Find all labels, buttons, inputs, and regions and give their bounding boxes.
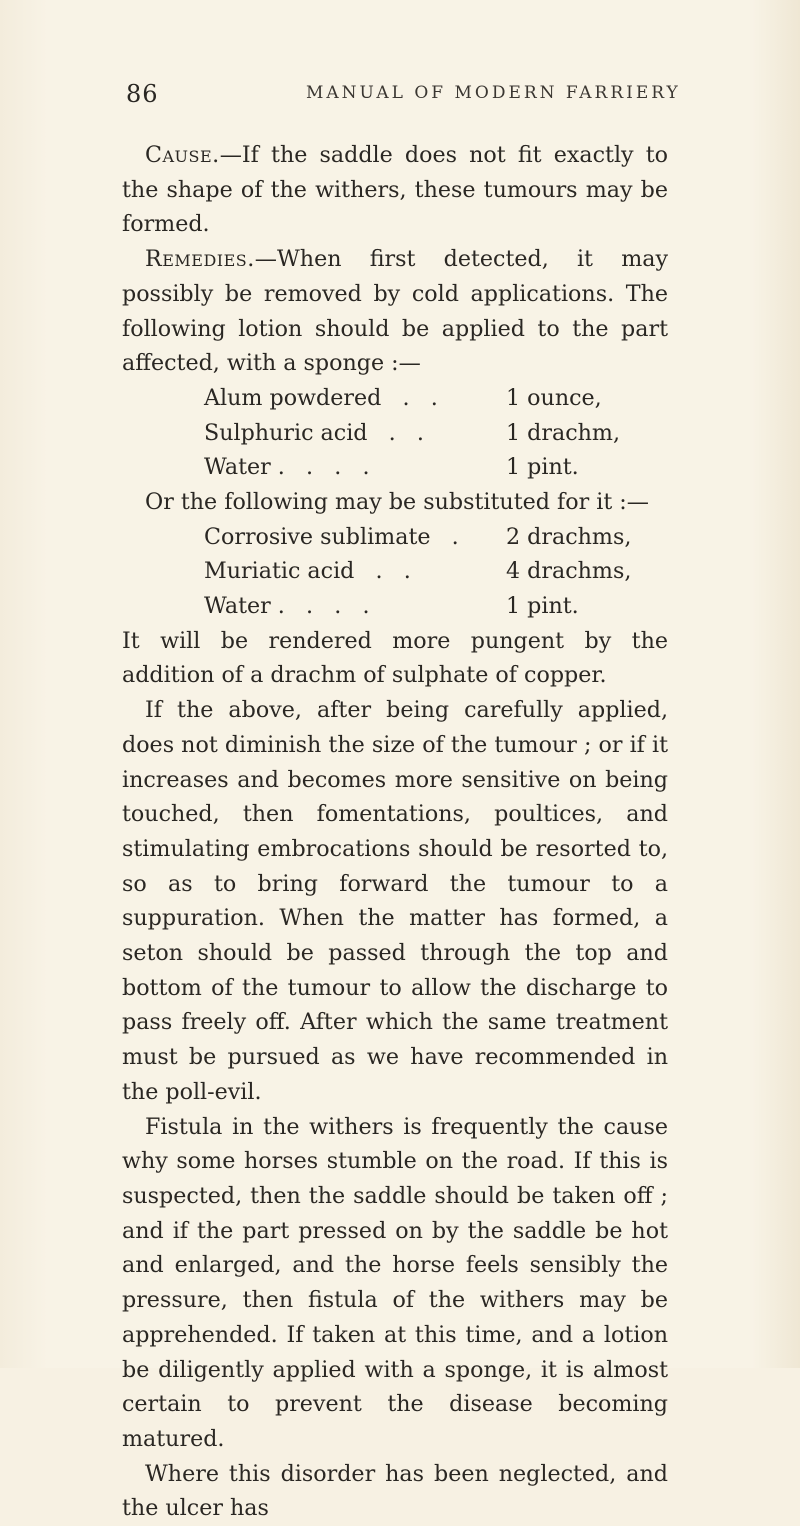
recipe-item	[122, 416, 668, 451]
recipe-list-2	[122, 520, 668, 624]
recipe-ingredient: Water . . . .	[204, 454, 370, 481]
recipe-ingredient: Water . . . .	[204, 593, 370, 620]
recipe-quantity: 4 drachms,	[506, 558, 632, 585]
body-text	[122, 138, 668, 1526]
recipe-quantity: 1 pint.	[506, 454, 579, 481]
recipe-quantity: 2 drachms,	[506, 523, 632, 550]
fistula-paragraph: Fistula in the withers is frequently the cause why some horses stumble on the road. If this is suspected, then the saddle should be taken off ; and if the part pressed on by the saddle be hot and enlarged, and the horse feels sensibly the pressure, then fistula of the withers may be apprehended. If taken at this time, and a lotion be diligently applied with a sponge, it is almost certain to prevent the disease becoming matured.	[122, 1113, 668, 1452]
recipe-quantity: 1 drachm,	[506, 419, 621, 446]
recipe-item	[122, 520, 668, 555]
recipe-ingredient: Sulphuric acid . .	[204, 419, 424, 446]
running-title: MANUAL OF MODERN FARRIERY	[306, 83, 681, 103]
recipe-ingredient: Alum powdered . .	[204, 384, 438, 411]
recipe-item	[122, 554, 668, 589]
neglected-paragraph: Where this disorder has been neglected, and the ulcer has	[122, 1460, 668, 1522]
recipe-ingredient: Muriatic acid . .	[204, 558, 411, 585]
recipe-item	[122, 381, 668, 416]
recipe-item	[122, 450, 668, 485]
recipe-list-1	[122, 381, 668, 485]
substitute-line: Or the following may be substituted for it :—	[145, 488, 649, 515]
recipe-quantity: 1 pint.	[506, 593, 579, 620]
remedies-paragraph	[122, 242, 668, 381]
remedies-text: —When first detected, it may possibly be removed by cold applications. The following lotion should be applied to the part affected, with a sponge :—	[122, 246, 668, 377]
page-number: 86	[126, 80, 159, 108]
cause-heading: Cause.	[145, 142, 220, 168]
cause-text: —If the saddle does not fit exactly to the shape of the withers, these tumours may be formed.	[122, 142, 668, 238]
treatment-paragraph: If the above, after being carefully applied, does not diminish the size of the tumour ; or if it increases and becomes more sensitive on being touched, then fomentations, poultices, and stimulating embrocations should be resorted to, so as to bring forward the tumour to a suppuration. When the matter has formed, a seton should be passed through the top and bottom of the tumour to allow the discharge to pass freely off. After which the same treatment must be pursued as we have recommended in the poll-evil.	[122, 697, 668, 1105]
recipe-item	[122, 589, 668, 624]
recipe-ingredient: Corrosive sublimate .	[204, 523, 459, 550]
pungent-paragraph: It will be rendered more pungent by the addition of a drachm of sulphate of copper.	[122, 627, 668, 689]
cause-paragraph	[122, 138, 668, 242]
remedies-heading: Remedies.	[145, 246, 255, 273]
recipe-quantity: 1 ounce,	[506, 384, 602, 411]
